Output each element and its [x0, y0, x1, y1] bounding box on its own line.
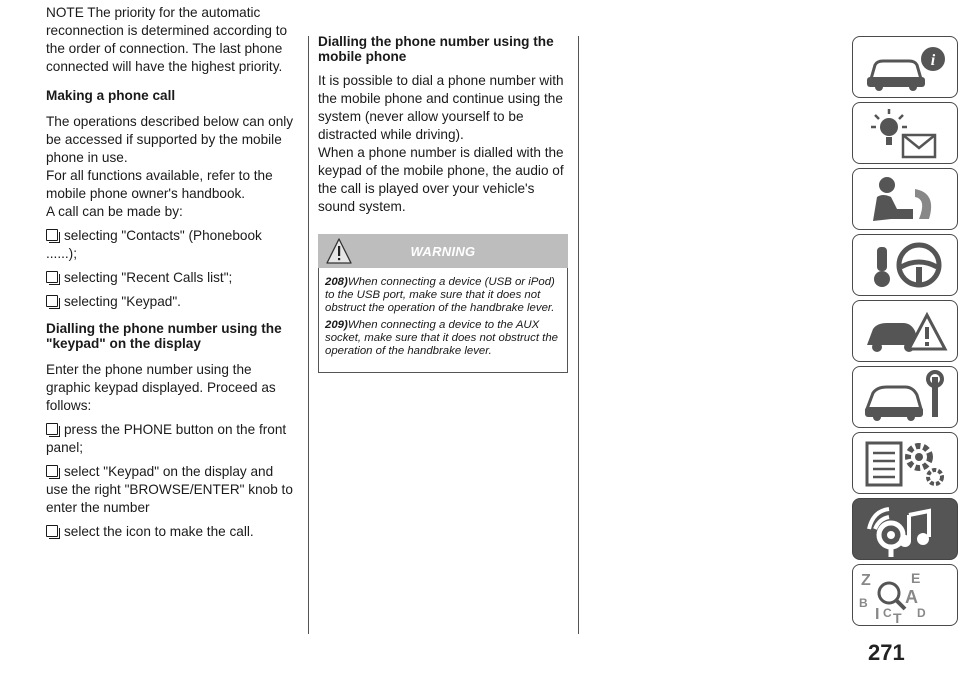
left-column: [46, 0, 294, 541]
tab-maintenance[interactable]: [852, 366, 958, 428]
svg-text:E: E: [911, 570, 921, 586]
svg-text:I: I: [875, 606, 880, 623]
tab-warning-lights[interactable]: [852, 102, 958, 164]
tab-index[interactable]: [852, 564, 958, 626]
tab-safety[interactable]: [852, 168, 958, 230]
tab-emergency[interactable]: [852, 300, 958, 362]
heading-dialling-keypad: Dialling the phone number using the "keypad" on the display: [46, 321, 282, 351]
svg-text:C: C: [883, 606, 892, 620]
tab-technical-data[interactable]: [852, 432, 958, 494]
multimedia-icon: [853, 499, 957, 559]
heading-dialling-mobile: Dialling the phone number using the mobile phone: [318, 34, 554, 64]
list-item: [46, 523, 294, 541]
paragraph: It is possible to dial a phone number with the mobile phone and continue using the system (never allow yourself to be distracted while driving).: [318, 73, 564, 142]
warning-box: [318, 268, 568, 373]
safety-icon: [853, 169, 957, 229]
maintenance-icon: [853, 367, 957, 427]
checkbox-bullet-icon: [46, 229, 58, 241]
paragraph: A call can be made by:: [46, 204, 183, 219]
list-item-text: selecting "Contacts" (Phonebook ......);: [46, 228, 262, 261]
warning-item: [325, 319, 563, 358]
svg-text:Z: Z: [861, 572, 871, 589]
paragraph: The operations described below can only be accessed if supported by the mobile phone in use.: [46, 114, 294, 165]
paragraph: For all functions available, refer to the mobile phone owner's handbook.: [46, 168, 273, 201]
list-item: [46, 421, 294, 457]
column-divider: [308, 36, 309, 634]
index-icon: [853, 565, 957, 625]
list-item-text: select "Keypad" on the display and use the right "BROWSE/ENTER" knob to enter the number: [46, 464, 293, 515]
warning-number: 209): [325, 319, 348, 331]
warning-text: When connecting a device to the AUX socket, make sure that it does not obstruct the operation of the handbrake lever.: [325, 319, 558, 357]
svg-text:B: B: [859, 596, 868, 610]
list-item-text: selecting "Keypad".: [64, 294, 181, 309]
checkbox-bullet-icon: [46, 465, 58, 477]
tab-multimedia[interactable]: [852, 498, 958, 560]
list-item: [46, 227, 294, 263]
list-item: [46, 269, 294, 287]
paragraph: Enter the phone number using the graphic keypad displayed. Proceed as follows:: [46, 362, 276, 413]
technical-data-icon: [853, 433, 957, 493]
note-paragraph: NOTE The priority for the automatic reconnection is determined according to the order of connection. The last phone connected will have the highest priority.: [46, 5, 288, 74]
paragraph: When a phone number is dialled with the keypad of the mobile phone, the audio of the call is played over your vehicle's sound system.: [318, 145, 564, 214]
tab-car-info[interactable]: [852, 36, 958, 98]
steering-key-icon: [853, 235, 957, 295]
list-item: [46, 293, 294, 311]
checkbox-bullet-icon: [46, 271, 58, 283]
warning-text: When connecting a device (USB or iPod) to the USB port, make sure that it does not obstruct the operation of the handbrake lever.: [325, 276, 555, 314]
middle-column: [318, 0, 568, 373]
svg-text:T: T: [893, 610, 902, 625]
warning-number: 208): [325, 276, 348, 288]
list-item-text: selecting "Recent Calls list";: [64, 270, 233, 285]
checkbox-bullet-icon: [46, 423, 58, 435]
tab-steering-key[interactable]: [852, 234, 958, 296]
warning-item: [325, 276, 563, 315]
emergency-icon: [853, 301, 957, 361]
car-info-icon: [853, 37, 957, 97]
list-item-text: select the icon to make the call.: [64, 524, 254, 539]
checkbox-bullet-icon: [46, 295, 58, 307]
warning-lights-icon: [853, 103, 957, 163]
heading-making-call: Making a phone call: [46, 88, 176, 103]
page-number: 271: [868, 640, 905, 665]
list-item-text: press the PHONE button on the front panel;: [46, 422, 287, 455]
svg-text:A: A: [905, 587, 918, 607]
warning-header: [318, 234, 568, 268]
list-item: [46, 463, 294, 517]
column-divider: [578, 36, 579, 634]
warning-title: WARNING: [410, 244, 476, 259]
svg-text:i: i: [930, 52, 936, 69]
checkbox-bullet-icon: [46, 525, 58, 537]
svg-text:D: D: [917, 606, 926, 620]
